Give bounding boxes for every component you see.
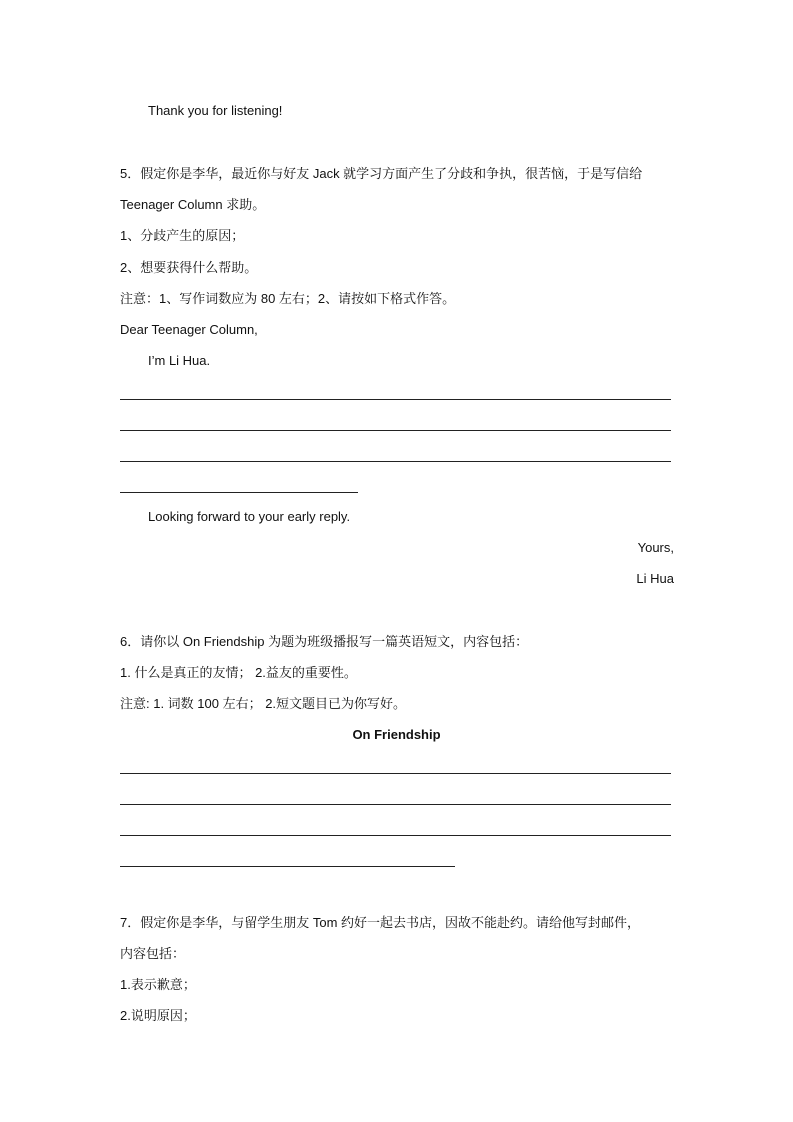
answer-line xyxy=(120,773,671,774)
q5-salutation: Dear Teenager Column, xyxy=(120,322,258,337)
answer-line xyxy=(120,399,671,400)
answer-line xyxy=(120,835,671,836)
answer-line xyxy=(120,430,671,431)
q5-opening: I’m Li Hua. xyxy=(148,353,211,368)
answer-line xyxy=(120,866,455,867)
q5-prompt-line-2: Teenager Column 求助。 xyxy=(120,197,266,212)
q7-point-1: 1.表示歉意； xyxy=(120,977,196,992)
q6-points: 1. 什么是真正的友情； 2.益友的重要性。 xyxy=(120,665,357,680)
q6-note: 注意: 1. 词数 100 左右； 2.短文题目已为你写好。 xyxy=(120,696,407,711)
q6-prompt: 6．请你以 On Friendship 为题为班级播报写一篇英语短文，内容包括： xyxy=(120,634,529,649)
answer-line xyxy=(120,461,671,462)
q7-prompt-line-1: 7．假定你是李华，与留学生朋友 Tom 约好一起去书店，因故不能赴约。请给他写封邮件， xyxy=(120,915,641,930)
q7-point-2: 2.说明原因； xyxy=(120,1008,196,1023)
q5-closing: Looking forward to your early reply. xyxy=(148,509,351,524)
answer-line xyxy=(120,804,671,805)
q5-signature: Li Hua xyxy=(636,571,674,586)
q5-signoff: Yours, xyxy=(637,540,674,555)
q5-point-1: 1、分歧产生的原因； xyxy=(120,228,245,243)
q6-essay-title: On Friendship xyxy=(352,727,441,742)
closing-line: Thank you for listening! xyxy=(148,103,283,118)
q5-point-2: 2、想要获得什么帮助。 xyxy=(120,260,258,275)
q5-note: 注意：1、写作词数应为 80 左右；2、请按如下格式作答。 xyxy=(120,291,456,306)
answer-line xyxy=(120,492,358,493)
q7-prompt-line-2: 内容包括： xyxy=(120,946,186,961)
q5-prompt-line-1: 5．假定你是李华，最近你与好友 Jack 就学习方面产生了分歧和争执，很苦恼，于是写信给 xyxy=(120,166,643,181)
